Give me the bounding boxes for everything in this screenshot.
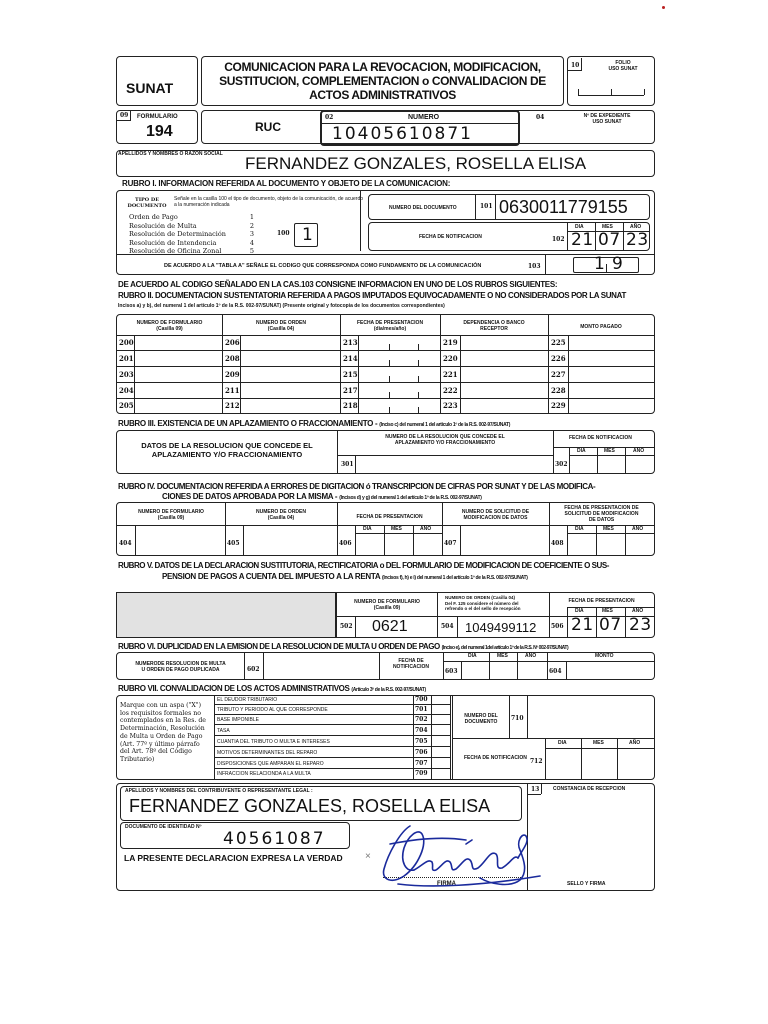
casilla-405: 405	[227, 540, 240, 547]
table-row: 201	[119, 354, 134, 363]
tipo-item: Resolución de Determinación 3	[129, 230, 254, 238]
casilla-100-value-box	[294, 223, 318, 247]
table-cell: 225	[551, 338, 566, 347]
tipo-item: Resolución de Oficina Zonal 5	[129, 247, 254, 255]
anio-label: AÑO	[629, 740, 641, 746]
sello-label: SELLO Y FIRMA	[567, 881, 606, 887]
rubro3-title	[118, 420, 510, 428]
representante-label: APELLIDOS Y NOMBRES DEL CONTRIBUYENTE O REPRESENTANTE LEGAL :	[125, 788, 313, 794]
mes-label: MES	[391, 526, 402, 532]
rubro5-header-orden: NUMERO DE ORDEN (Casilla 04) Del F. 125 considere el número del refrendo o el del sello de recepción	[445, 595, 521, 611]
table-row: 205	[119, 401, 134, 410]
casilla-406: 406	[339, 540, 352, 547]
rubro7-title-small: (Artículo 3º de la R.S. 002-97/SUNAT)	[351, 687, 426, 693]
monto-label: MONTO	[595, 653, 614, 659]
rubro7-left-text: Marque con un aspa ("X") los requisitos formales no contemplados en la Res. de Determinación, Resolución de Multa u Orden de Pago (Art. 77º y último párrafo del Art. 78º del Código Tributario)	[120, 702, 206, 763]
mes-label: MES	[604, 448, 615, 454]
anio-label: AÑO	[420, 526, 432, 532]
numero-label: NUMERO	[408, 114, 440, 121]
table-cell: 215	[343, 370, 358, 379]
tipo-list	[129, 213, 254, 256]
casilla-502-value: 0621	[372, 618, 408, 635]
constancia-label: CONSTANCIA DE RECEPCION	[553, 786, 626, 792]
mes-label: MES	[602, 224, 613, 230]
rubro4-header-2: NUMERO DE ORDEN (Casilla 04)	[255, 509, 306, 521]
rubro3-title-text: RUBRO III. EXISTENCIA DE UN APLAZAMIENTO O FRACCIONAMIENTO -	[118, 419, 378, 428]
rubro4-box	[116, 502, 655, 556]
fecha-mes: 07	[598, 230, 621, 250]
table-cell: 226	[551, 354, 566, 363]
tipo-item: Resolución de Multa 2	[129, 221, 254, 230]
casilla-710: 710	[511, 715, 524, 722]
rubro4-title-2-small: (Incisos d) y g) del numeral 1 del artículo 1º de la R.S. 002-97/SUNAT)	[339, 495, 482, 501]
list-item: CUANTIA DEL TRIBUTO O MULTA E INTERESES 705	[214, 736, 450, 747]
representante-value: FERNANDEZ GONZALES, ROSELLA ELISA	[129, 796, 491, 816]
fecha-anio: 23	[626, 230, 649, 250]
casilla-10: 10	[571, 62, 580, 69]
rubro5-title-2	[162, 573, 528, 581]
dia-label: DIA	[558, 740, 567, 746]
casilla-101: 101	[480, 203, 493, 210]
casilla-04: 04	[536, 114, 545, 121]
table-cell: 213	[343, 338, 358, 347]
anio-label: AÑO	[632, 526, 644, 532]
table-cell: 214	[343, 354, 358, 363]
table-cell: 221	[443, 370, 458, 379]
rubro5-fecha-dia: 21	[571, 615, 594, 635]
rubro7-box	[116, 695, 655, 780]
rubro5-header-form: NUMERO DE FORMULARIO (Casilla 09)	[354, 599, 420, 611]
rubro4-header-3: FECHA DE PRESENTACION	[356, 514, 423, 520]
rubro1-title: RUBRO I. INFORMACION REFERIDA AL DOCUMENTO Y OBJETO DE LA COMUNICACION:	[122, 179, 451, 188]
table-row: 200	[119, 338, 134, 347]
anio-label: AÑO	[630, 224, 642, 230]
ruc-value: 10405610871	[332, 124, 473, 144]
fecha-notificacion-label: FECHA DE NOTIFICACION	[419, 234, 482, 240]
casilla-13: 13	[531, 786, 540, 793]
expediente-label: Nº DE EXPEDIENTE USO SUNAT	[583, 113, 631, 125]
rubro5-shaded-area	[116, 592, 336, 638]
tabla-a-text: DE ACUERDO A LA "TABLA A" SEÑALE EL CODIGO QUE CORRESPONDA COMO FUNDAMENTO DE LA COMUNICACIÓN	[164, 263, 482, 269]
signature	[370, 814, 550, 894]
casilla-103-d2: 9	[612, 254, 624, 274]
list-item: INFRACCION RELACIONDA A LA MULTA 709	[217, 770, 428, 777]
rubro7-title-text: RUBRO VII. CONVALIDACION DE LOS ACTOS ADMINISTRATIVOS	[118, 684, 350, 693]
table-cell: 212	[225, 401, 240, 410]
casilla-09: 09	[120, 112, 129, 119]
anio-label: AÑO	[632, 608, 644, 614]
form-title	[202, 60, 563, 102]
rubro4-header-5: FECHA DE PRESENTACION DE SOLICITUD DE MODIFICACION DE DATOS	[564, 505, 639, 523]
casilla-101-value: 0630011779155	[499, 197, 628, 217]
casilla-407: 407	[444, 540, 457, 547]
dia-label: DIA	[575, 526, 584, 532]
rubro2-header-2: NUMERO DE ORDEN (Casilla 04)	[255, 320, 306, 332]
rubro5-fecha-mes: 07	[599, 615, 622, 635]
rubro2-table-box	[116, 314, 655, 414]
list-item: DISPOSICIONES QUE AMPARAN EL REPARO 707	[214, 758, 450, 769]
documento-identidad-box	[120, 822, 350, 849]
rubro7-items	[214, 696, 450, 779]
dia-label: DIA	[575, 224, 584, 230]
rubro5-header-fecha: FECHA DE PRESENTACION	[568, 598, 635, 604]
rubro2-header-3: FECHA DE PRESENTACION (dia/mes/año)	[356, 320, 424, 332]
mes-label: MES	[497, 653, 508, 659]
rubro2-header-5: MONTO PAGADO	[580, 324, 622, 330]
numero-documento-box	[368, 194, 650, 220]
rubro5-title-2-small: (Incisos f), h) e i) del numeral 1 del artículo 1º de la R.S. 002-97/SUNAT)	[382, 575, 528, 581]
firma-label: FIRMA	[437, 881, 456, 887]
razon-social-box	[116, 150, 655, 177]
dia-label: DIA	[577, 448, 586, 454]
rubro2-intro: DE ACUERDO AL CODIGO SEÑALADO EN LA CAS.103 CONSIGNE INFORMACION EN UNO DE LOS RUBROS SIGUIENTES:	[118, 280, 558, 289]
formulario-label: FORMULARIO	[137, 114, 178, 120]
sunat-box	[116, 56, 198, 106]
casilla-302: 302	[555, 461, 568, 468]
rubro6-title	[118, 643, 568, 651]
casilla-504: 504	[441, 623, 454, 630]
sunat-label: SUNAT	[126, 80, 174, 96]
list-item: BASE IMPONIBLE 702	[214, 715, 450, 725]
tipo-documento-label: TIPO DE DOCUMENTO	[127, 197, 167, 209]
casilla-504-value: 1049499112	[465, 620, 537, 635]
formulario-number: 194	[146, 123, 173, 140]
firma-x-mark: ×	[365, 851, 371, 862]
tipo-item: Resolución de Intendencia 4	[129, 238, 254, 247]
folio-label: FOLIO USO SUNAT	[608, 60, 638, 72]
rubro7-fecha-label: FECHA DE NOTIFICACION	[464, 755, 527, 761]
fecha-dia: 21	[571, 230, 594, 250]
rubro2-rows	[117, 335, 654, 413]
rubro4-header-4: NUMERO DE SOLICITUD DE MODIFICACION DE DATOS	[461, 509, 530, 521]
dia-label: DIA	[363, 526, 372, 532]
table-row: 204	[119, 386, 134, 395]
table-cell: 217	[343, 386, 358, 395]
table-cell: 229	[551, 401, 566, 410]
table-cell: 219	[443, 338, 458, 347]
title-line-2: SUSTITUCION, COMPLEMENTACION o CONVALIDACION DE	[219, 74, 546, 88]
scan-artifact-dot	[662, 6, 665, 9]
dia-label: DIA	[468, 653, 477, 659]
table-cell: 218	[343, 401, 358, 410]
table-cell: 223	[443, 401, 458, 410]
list-item: EL DEUDOR TRIBUTARIO 700	[214, 696, 450, 705]
documento-identidad-value: 40561087	[223, 829, 326, 849]
rubro7-title	[118, 685, 426, 693]
dia-label: DIA	[575, 608, 584, 614]
rubro6-title-small: (Inciso e), del numeral 1del artículo 1º de la R.S. Nº 002-97/SUNAT)	[441, 645, 569, 651]
casilla-102: 102	[552, 236, 565, 243]
rubro4-header-1: NUMERO DE FORMULARIO (Casilla 09)	[138, 509, 204, 521]
casilla-602: 602	[247, 666, 260, 673]
anio-label: AÑO	[633, 448, 645, 454]
razon-social-label: APELLIDOS Y NOMBRES O RAZON SOCIAL	[118, 151, 223, 157]
rubro5-title-2-text: PENSION DE PAGOS A CUENTA DEL IMPUESTO A LA RENTA	[162, 572, 381, 581]
rubro5-box	[336, 592, 655, 638]
rubro6-title-text: RUBRO VI. DUPLICIDAD EN LA EMISION DE LA RESOLUCION DE MULTA U ORDEN DE PAGO	[118, 642, 440, 651]
table-cell: 220	[443, 354, 458, 363]
casilla-301: 301	[341, 461, 354, 468]
casilla-502: 502	[340, 623, 353, 630]
rubro3-num-res-label: NUMERO DE LA RESOLUCION QUE CONCEDE EL APLAZAMIENTO Y/O FRACCIONAMIENTO	[385, 434, 505, 446]
rubro2-header-1: NUMERO DE FORMULARIO (Casilla 09)	[136, 320, 203, 332]
casilla-408: 408	[551, 540, 564, 547]
mes-label: MES	[603, 526, 614, 532]
title-box	[201, 56, 564, 106]
rubro3-fecha-label: FECHA DE NOTIFICACION	[569, 435, 632, 441]
rubro2-title: RUBRO II. DOCUMENTACION SUSTENTATORIA REFERIDA A PAGOS IMPUTADOS EQUIVOCADAMENTE O NO CONSIDERADOS POR LA SUNAT	[118, 291, 626, 300]
razon-social-value: FERNANDEZ GONZALES, ROSELLA ELISA	[245, 154, 587, 173]
list-item: TASA 704	[214, 725, 450, 736]
table-cell: 227	[551, 370, 566, 379]
folio-box	[567, 56, 655, 106]
mes-label: MES	[593, 740, 604, 746]
declaracion-text: LA PRESENTE DECLARACION EXPRESA LA VERDAD	[124, 853, 343, 863]
list-item: TRIBUTO Y PERIODO AL QUE CORRESPONDE 701	[214, 705, 450, 715]
casilla-100: 100	[277, 230, 290, 237]
rubro3-left-text: DATOS DE LA RESOLUCION QUE CONCEDE EL APLAZAMIENTO Y/O FRACCIONAMIENTO	[141, 441, 313, 459]
rubro5-title-1: RUBRO V. DATOS DE LA DECLARACION SUSTITUTORIA, RECTIFICATORIA o DEL FORMULARIO DE MODIFICACION DE COEFICIENTE O SUS-	[118, 561, 609, 570]
table-cell: 228	[551, 386, 566, 395]
casilla-103-box	[573, 254, 639, 274]
casilla-02: 02	[325, 114, 334, 121]
ruc-number-box	[320, 110, 520, 146]
rubro6-box	[116, 652, 655, 680]
rubro2-subtitle: Incisos a) y b), del numeral 1 del artículo 1º de la R.S. 002-97/SUNAT) (Presente original y fotocopia de los documentos correspondientes)	[118, 303, 445, 309]
mes-label: MES	[602, 608, 613, 614]
rubro3-title-small: (Inciso c) del numeral 1 del artículo 1º de la R.S. 002-97/SUNAT)	[379, 422, 511, 428]
casilla-712: 712	[530, 758, 543, 765]
casilla-103: 103	[528, 263, 541, 270]
anio-label: AÑO	[525, 653, 537, 659]
rubro6-fecha-label: FECHA DE NOTIFICACION	[392, 658, 430, 670]
casilla-103-d1: 1	[594, 254, 606, 274]
title-line-1: COMUNICACION PARA LA REVOCACION, MODIFICACION,	[224, 60, 541, 74]
rubro6-num-res-label: NUMERODE RESOLUCION DE MULTA U ORDEN DE PAGO DUPLICADA	[135, 661, 226, 673]
table-cell: 211	[225, 386, 240, 395]
formulario-box	[116, 110, 198, 144]
ruc-label: RUC	[255, 120, 281, 134]
documento-identidad-label: DOCUMENTO DE IDENTIDAD Nº	[125, 824, 202, 830]
fecha-notificacion-box	[368, 222, 650, 251]
rubro4-title-2	[162, 493, 482, 501]
tipo-documento-desc: Señale en la casilla 100 el tipo de documento, objeto de la comunicación, de acuerdo a la numeración indicada	[174, 196, 364, 208]
casilla-604: 604	[549, 668, 562, 675]
numero-documento-label: NUMERO DEL DOCUMENTO	[389, 205, 457, 211]
rubro7-numdoc-label: NUMERO DEL DOCUMENTO	[464, 713, 498, 725]
rubro5-fecha-anio: 23	[629, 615, 652, 635]
casilla-603: 603	[445, 668, 458, 675]
casilla-100-value: 1	[302, 225, 314, 245]
casilla-506: 506	[551, 623, 564, 630]
table-cell: 209	[225, 370, 240, 379]
rubro2-header-4: DEPENDENCIA O BANCO RECEPTOR	[463, 320, 525, 332]
table-cell: 208	[225, 354, 240, 363]
rubro4-title-1: RUBRO IV. DOCUMENTACION REFERIDA A ERRORES DE DIGITACION ó TRANSCRIPCION DE CIFRAS POR SUNAT Y DE LAS MODIFICA-	[118, 482, 596, 491]
table-cell: 206	[225, 338, 240, 347]
table-cell: 222	[443, 386, 458, 395]
rubro3-box	[116, 430, 655, 474]
list-item: MOTIVOS DETERMINANTES DEL REPARO 706	[214, 747, 450, 758]
tipo-item: Orden de Pago 1	[129, 213, 254, 221]
rubro4-title-2-text: CIONES DE DATOS APROBADA POR LA MISMA -	[162, 492, 338, 501]
table-row: 203	[119, 370, 134, 379]
casilla-404: 404	[119, 540, 132, 547]
title-line-3: ACTOS ADMINISTRATIVOS	[309, 88, 456, 102]
